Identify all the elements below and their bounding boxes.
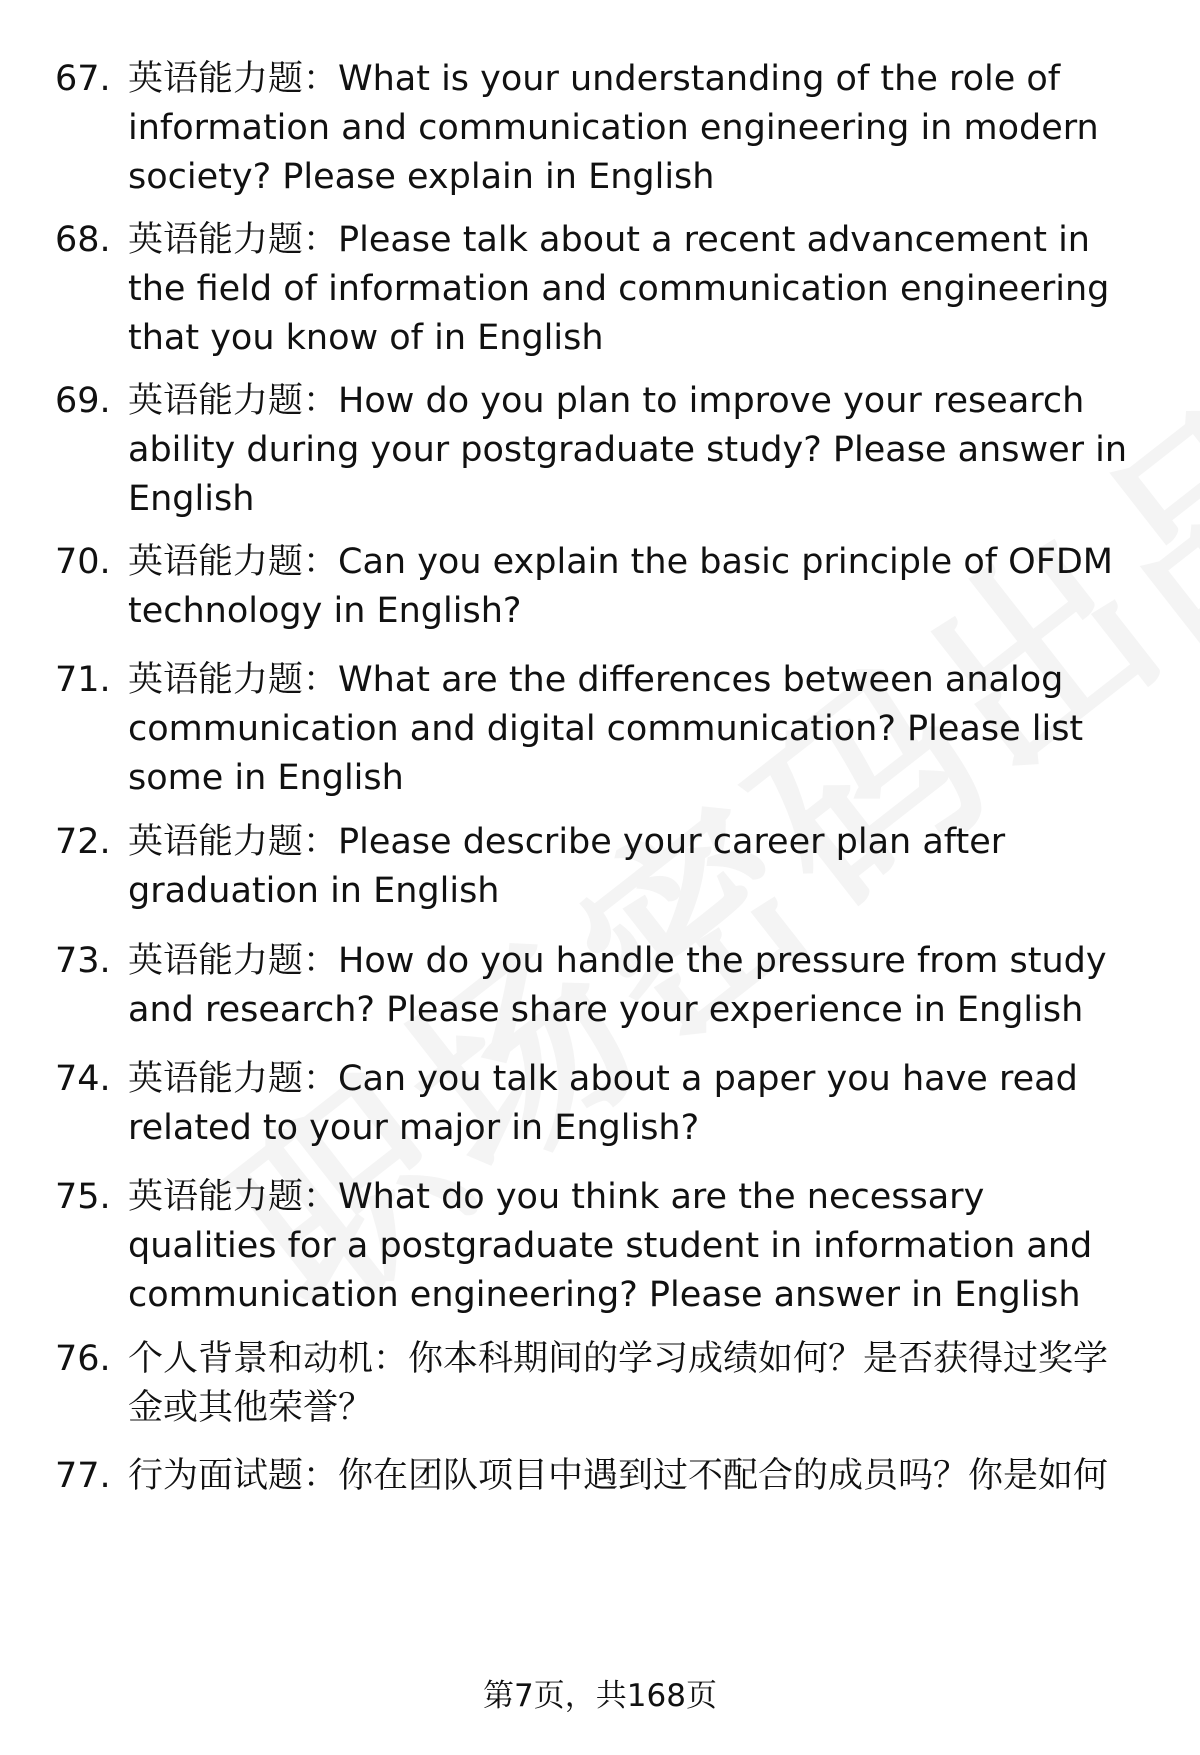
question-text: 行为面试题：你在团队项目中遇到过不配合的成员吗？你是如何 xyxy=(128,1456,1109,1496)
question-number: 67. xyxy=(55,59,111,99)
question-number: 77. xyxy=(55,1456,111,1496)
question-text: 英语能力题：Can you explain the basic principle of OFDM technology in English? xyxy=(128,542,1114,631)
question-text: 英语能力题：What are the differences between analog communication and digital communication? Please list some in English xyxy=(128,660,1084,798)
page-footer: 第7页，共168页 xyxy=(483,1678,717,1714)
question-text: 英语能力题：How do you plan to improve your research ability during your postgraduate study? Please answer in English xyxy=(128,381,1128,519)
question-number: 68. xyxy=(55,220,111,260)
question-text: 英语能力题：Can you talk about a paper you have read related to your major in English? xyxy=(128,1059,1078,1148)
question-number: 69. xyxy=(55,381,111,421)
question-text: 英语能力题：Please talk about a recent advancement in the field of information and communication engineering that you know of in English xyxy=(128,220,1110,358)
question-text: 英语能力题：What is your understanding of the role of information and communication engineering in modern society? Please explain in English xyxy=(128,59,1099,197)
question-number: 72. xyxy=(55,822,111,862)
question-text: 英语能力题：How do you handle the pressure from study and research? Please share your experience in English xyxy=(128,941,1107,1030)
question-text: 英语能力题：Please describe your career plan after graduation in English xyxy=(128,822,1006,911)
question-number: 76. xyxy=(55,1339,111,1379)
question-number: 70. xyxy=(55,542,111,582)
question-number: 73. xyxy=(55,941,111,981)
question-number: 74. xyxy=(55,1059,111,1099)
question-number: 71. xyxy=(55,660,111,700)
question-text: 个人背景和动机：你本科期间的学习成绩如何？是否获得过奖学金或其他荣誉？ xyxy=(128,1339,1109,1428)
question-number: 75. xyxy=(55,1177,111,1217)
question-text: 英语能力题：What do you think are the necessary qualities for a postgraduate student in information and communication engineering? Please answer in English xyxy=(128,1177,1093,1315)
